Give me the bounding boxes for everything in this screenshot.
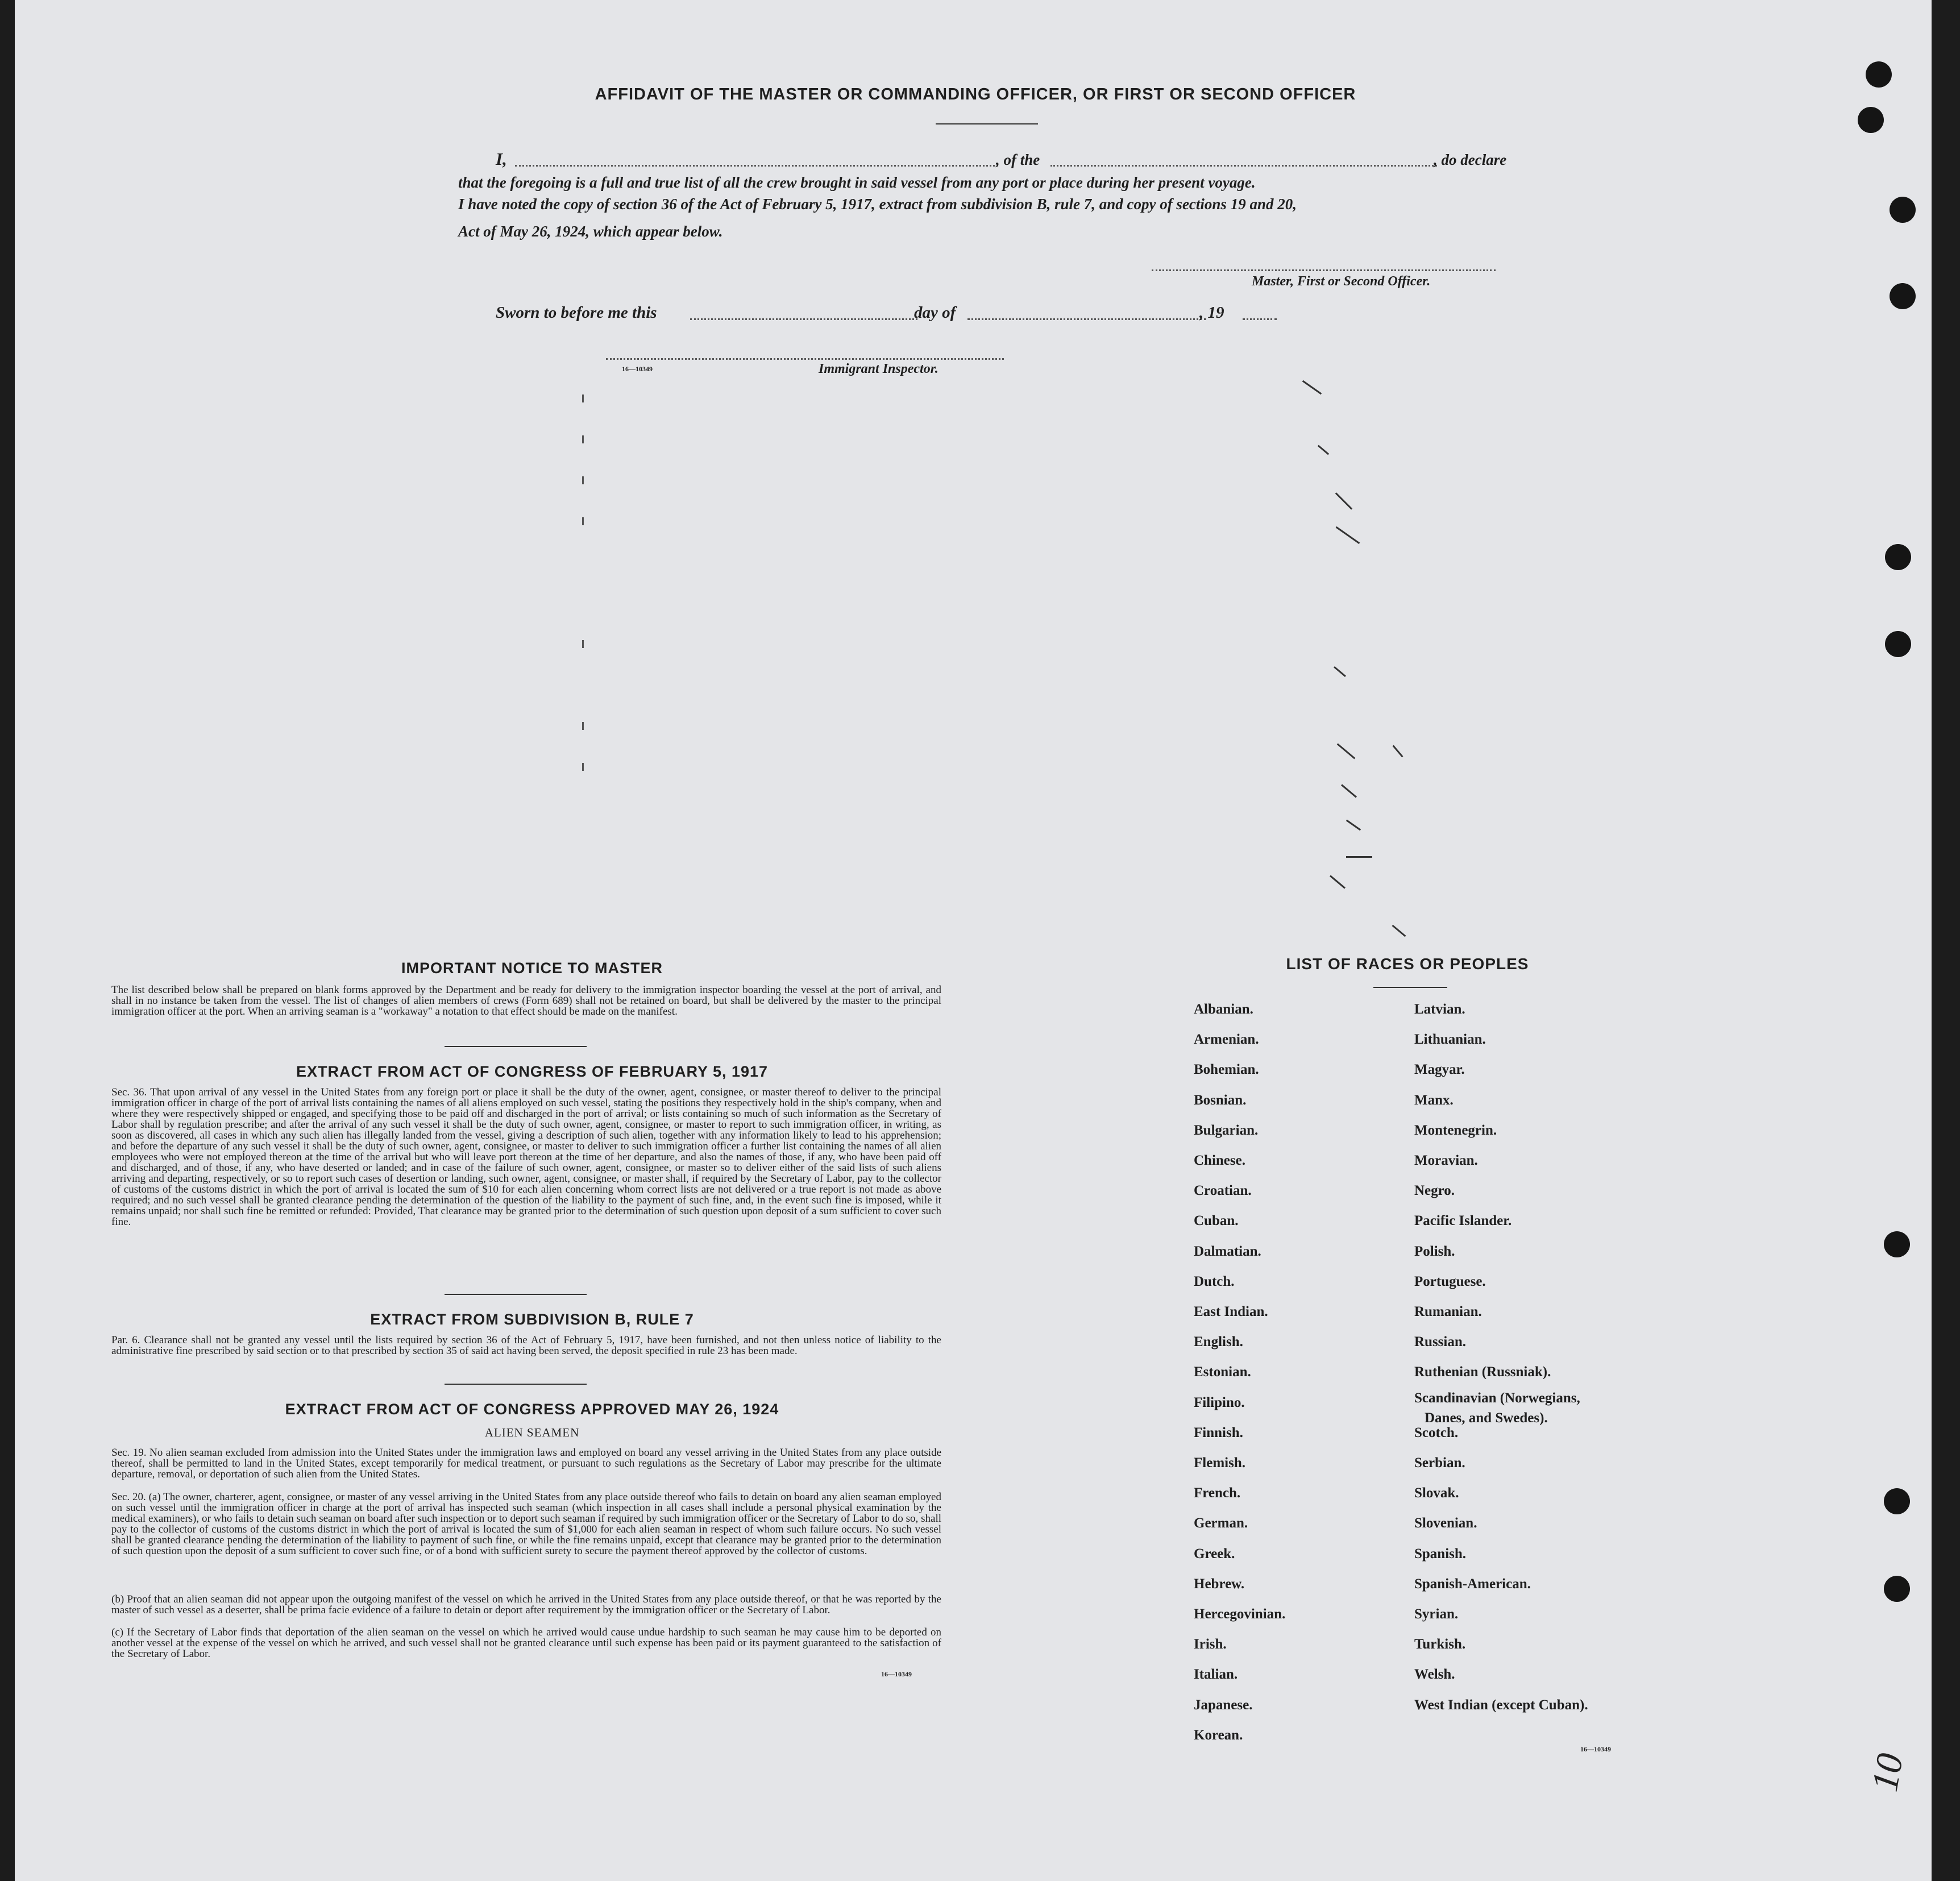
affidavit-title: AFFIDAVIT OF THE MASTER OR COMMANDING OFFICER, OR FIRST OR SECOND OFFICER xyxy=(595,85,1356,103)
race-item: Montenegrin. xyxy=(1414,1122,1497,1138)
punch-hole xyxy=(1890,197,1916,223)
tick-mark xyxy=(582,476,584,484)
race-item: Hercegovinian. xyxy=(1194,1606,1286,1622)
sworn-day-blank xyxy=(690,318,917,320)
tick-mark xyxy=(582,435,584,443)
sec20b-text: (b) Proof that an alien seaman did not appear upon the outgoing manifest of the vessel on which he arrived in the United States from any place outside thereof, or that he was reported by the master of such vessel as a deserter, shall be prima facie evidence of a failure to detain or deport after requirement by the immigration officer or the Secretary of Labor. xyxy=(111,1593,941,1616)
punch-hole xyxy=(1884,1576,1910,1602)
race-item: Chinese. xyxy=(1194,1153,1245,1168)
inspector-signature-line xyxy=(606,358,1004,360)
section-divider xyxy=(445,1294,587,1295)
race-item: Slovenian. xyxy=(1414,1515,1477,1531)
notice-title: IMPORTANT NOTICE TO MASTER xyxy=(401,960,663,977)
sworn-month-blank xyxy=(967,318,1206,320)
extract-1917-text: Sec. 36. That upon arrival of any vessel in the United States from any foreign port or place it shall be the duty of the owner, agent, consignee, or master thereof to deliver to the principal immigration officer in charge of the port of arrival lists containing the names of all aliens employed on such vessel, stating the positions they respectively hold in the ship's company, when and where they were respectively shipped or engaged, and specifying those to be paid off and discharged in the port of arrival; or lists containing so much of such information as the Secretary of Labor shall by regulation prescribe; and after the arrival of any such vessel it shall be the duty of such owner, agent, consignee, or master to report to such immigration officer, in writing, as soon as discovered, all cases in which any such alien has illegally landed from the vessel, giving a description of such alien, together with any information likely to lead to his apprehension; and before the departure of any such vessel it shall be the duty of such owner, agent, consignee, or master to deliver to such immigration officer a further list containing the names of all alien employees who were not employed thereon at the time of the arrival but who will leave port thereon at the time of her departure, and also the names of those, if any, who have been paid off and discharged, and of those, if any, who have deserted or landed; and in case of the failure of such owner, agent, consignee, or master so to deliver either of the said lists of such aliens arriving and departing, respectively, or so to report such cases of desertion or landing, such owner, agent, consignee, or master shall, if required by the Secretary of Labor, pay to the collector of customs of the customs district in which the port of arrival is located the sum of $10 for each alien concerning whom correct lists are not delivered or a true report is not made as above required; and no such vessel shall be granted clearance pending the determination of the question of the liability to the payment of such fine, and, in the event such fine is imposed, while it remains unpaid; nor shall such fine be remitted or refunded: Provided, That clearance may be granted prior to the determination of such question upon deposit of a sum sufficient to cover such fine. xyxy=(111,1086,941,1228)
punch-hole xyxy=(1884,1488,1910,1514)
pen-mark xyxy=(1318,445,1329,455)
race-item: Rumanian. xyxy=(1414,1304,1482,1319)
pen-mark xyxy=(1392,745,1403,758)
sec19-text: Sec. 19. No alien seaman excluded from admission into the United States under the immigration laws and employed on board any vessel arriving in the United States from any place outside thereof, shall be permitted to land in the United States, except temporarily for medical treatment, or pursuant to such regulations as the Secretary of Labor may prescribe for the ultimate departure, removal, or deportation of such alien from the United States. xyxy=(111,1447,941,1480)
race-item: Danes, and Swedes). xyxy=(1425,1410,1548,1426)
tick-mark xyxy=(582,640,584,648)
race-item: Dalmatian. xyxy=(1194,1243,1261,1259)
section-divider xyxy=(445,1046,587,1047)
tick-mark xyxy=(582,395,584,402)
pen-mark xyxy=(1334,666,1346,677)
punch-hole xyxy=(1885,631,1911,657)
sec20a-text: Sec. 20. (a) The owner, charterer, agent, consignee, or master of any vessel arriving in the United States from any place outside thereof who fails to detain on board any alien seaman employed on such vessel until the immigration officer in charge at the port of arrival has inspected such seaman (which inspection in all cases shall include a personal physical examination by the medical examiners), or who fails to detain such seaman on board after such inspection or to deport such seaman if required by such immigration officer or the Secretary of Labor to do so, shall pay to the collector of customs of the customs district in which the port of arrival is located the sum of $1,000 for each alien seaman in respect of whom such failure occurs. No such vessel shall be granted clearance pending the determination of the liability to payment of such fine, or while the fine remains unpaid, except that clearance may be granted prior to the determination of such question upon the deposit of a sum sufficient to cover such fine, or of a bond with sufficient surety to secure the payment thereof approved by the collector of customs. xyxy=(111,1491,941,1557)
affidavit-line-4: Act of May 26, 1924, which appear below. xyxy=(458,223,723,240)
punch-hole xyxy=(1866,61,1892,88)
race-item: Korean. xyxy=(1194,1727,1243,1743)
race-item: Bosnian. xyxy=(1194,1092,1247,1108)
extract-1924-title: EXTRACT FROM ACT OF CONGRESS APPROVED MAY 26, 1924 xyxy=(285,1401,779,1418)
sworn-year-blank xyxy=(1243,318,1277,320)
race-item: Polish. xyxy=(1414,1243,1455,1259)
pen-mark xyxy=(1346,856,1372,858)
race-item: Albanian. xyxy=(1194,1002,1253,1017)
section-divider xyxy=(445,1384,587,1385)
race-item: Spanish-American. xyxy=(1414,1576,1531,1592)
signature-line xyxy=(1152,269,1496,271)
pen-mark xyxy=(1337,743,1356,759)
pen-mark xyxy=(1335,492,1352,509)
vessel-blank-line xyxy=(1050,165,1437,167)
race-item: Flemish. xyxy=(1194,1455,1245,1471)
race-item: French. xyxy=(1194,1485,1241,1501)
race-item: Irish. xyxy=(1194,1637,1227,1652)
race-item: Magyar. xyxy=(1414,1062,1465,1078)
race-item: Scotch. xyxy=(1414,1425,1459,1440)
race-item: West Indian (except Cuban). xyxy=(1414,1697,1588,1713)
tick-mark xyxy=(582,722,584,730)
race-item: Japanese. xyxy=(1194,1697,1253,1713)
race-item: Spanish. xyxy=(1414,1546,1467,1562)
rule7-text: Par. 6. Clearance shall not be granted any vessel until the lists required by section 36 of the Act of February 5, 1917, have been furnished, and not then unless notice of liability to the administrative fine prescribed by said section or to that prescribed by section 35 of said act having been served, the deposit specified in rule 23 has been made. xyxy=(111,1334,941,1357)
race-item: Lithuanian. xyxy=(1414,1032,1486,1048)
race-item: Russian. xyxy=(1414,1334,1467,1350)
pen-mark xyxy=(1392,925,1406,937)
notice-text: The list described below shall be prepared on blank forms approved by the Department and be ready for delivery to the immigration inspector boarding the vessel at the port of arrival, and shall in no instance be taken from the vessel. The list of changes of alien members of crews (Form 689) shall not be retained on board, but shall be delivered by the master to the principal immigration officer at the port. When an arriving seaman is a "workaway" a notation to that effect should be made on the manifest. xyxy=(111,984,941,1018)
race-item: Welsh. xyxy=(1414,1667,1455,1683)
race-item: Slovak. xyxy=(1414,1485,1459,1501)
sworn-prefix: Sworn to before me this xyxy=(496,304,657,322)
pen-mark xyxy=(1336,526,1360,544)
race-item: Ruthenian (Russniak). xyxy=(1414,1364,1551,1380)
affidavit-line-2: that the foregoing is a full and true list of all the crew brought in said vessel from any port or place during her present voyage. xyxy=(458,174,1256,191)
affidavit-of-the: , of the xyxy=(996,151,1040,168)
race-item: Turkish. xyxy=(1414,1637,1466,1652)
race-item: Bulgarian. xyxy=(1194,1122,1259,1138)
title-divider xyxy=(936,123,1038,124)
races-title: LIST OF RACES OR PEOPLES xyxy=(1286,955,1529,973)
inspector-label: Immigrant Inspector. xyxy=(819,362,939,376)
race-item: Latvian. xyxy=(1414,1002,1465,1017)
race-item: Syrian. xyxy=(1414,1606,1459,1622)
race-item: Dutch. xyxy=(1194,1273,1235,1289)
tick-mark xyxy=(582,517,584,525)
race-item: Moravian. xyxy=(1414,1153,1478,1168)
alien-seamen-subtitle: ALIEN SEAMEN xyxy=(484,1426,580,1439)
handwritten-page-number: 10 xyxy=(1863,1750,1912,1795)
race-item: East Indian. xyxy=(1194,1304,1268,1319)
pen-mark xyxy=(1346,820,1361,831)
pen-mark xyxy=(1330,875,1346,888)
race-item: Bohemian. xyxy=(1194,1062,1259,1078)
race-item: Manx. xyxy=(1414,1092,1454,1108)
punch-hole xyxy=(1885,544,1911,570)
race-item: English. xyxy=(1194,1334,1243,1350)
affidavit-line-3: I have noted the copy of section 36 of the Act of February 5, 1917, extract from subdivision B, rule 7, and copy of sections 19 and 20, xyxy=(458,196,1297,213)
section-divider xyxy=(1373,987,1447,988)
signature-label: Master, First or Second Officer. xyxy=(1252,274,1431,289)
tick-mark xyxy=(582,763,584,771)
punch-hole xyxy=(1884,1231,1910,1257)
race-item: Portuguese. xyxy=(1414,1273,1486,1289)
sworn-year: , 19 xyxy=(1199,304,1224,322)
form-number: 16—10349 xyxy=(622,365,653,373)
punch-hole xyxy=(1858,107,1884,133)
punch-hole xyxy=(1890,283,1916,309)
name-blank-line xyxy=(515,165,998,167)
extract-1917-title: EXTRACT FROM ACT OF CONGRESS OF FEBRUARY 5, 1917 xyxy=(296,1063,769,1080)
race-item: Estonian. xyxy=(1194,1364,1251,1380)
race-item: Hebrew. xyxy=(1194,1576,1245,1592)
race-item: Scandinavian (Norwegians, xyxy=(1414,1390,1580,1406)
form-number: 16—10349 xyxy=(1580,1745,1611,1753)
race-item: Pacific Islander. xyxy=(1414,1213,1512,1229)
race-item: Negro. xyxy=(1414,1183,1455,1199)
race-item: Serbian. xyxy=(1414,1455,1465,1471)
sec20c-text: (c) If the Secretary of Labor finds that deportation of the alien seaman on the vessel on which he arrived would cause undue hardship to such seaman he may cause him to be deported on another vessel at the expense of the vessel on which he arrived, and such vessel shall not be granted clearance until such expense has been paid or its payment guaranteed to the satisfaction of the Secretary of Labor. xyxy=(111,1626,941,1660)
race-item: Greek. xyxy=(1194,1546,1235,1562)
affidavit-do-declare: , do declare xyxy=(1434,151,1507,168)
race-item: Italian. xyxy=(1194,1667,1238,1683)
sworn-day-of: day of xyxy=(914,304,956,322)
rule7-title: EXTRACT FROM SUBDIVISION B, RULE 7 xyxy=(370,1311,694,1328)
race-item: Croatian. xyxy=(1194,1183,1252,1199)
race-item: Filipino. xyxy=(1194,1394,1245,1410)
pen-mark xyxy=(1341,784,1357,798)
document-page xyxy=(15,0,1932,1881)
race-item: Finnish. xyxy=(1194,1425,1243,1440)
pen-mark xyxy=(1302,380,1322,395)
form-number: 16—10349 xyxy=(881,1670,912,1678)
race-item: Cuban. xyxy=(1194,1213,1239,1229)
affidavit-i: I, xyxy=(496,149,507,169)
race-item: Armenian. xyxy=(1194,1032,1259,1048)
race-item: German. xyxy=(1194,1515,1248,1531)
